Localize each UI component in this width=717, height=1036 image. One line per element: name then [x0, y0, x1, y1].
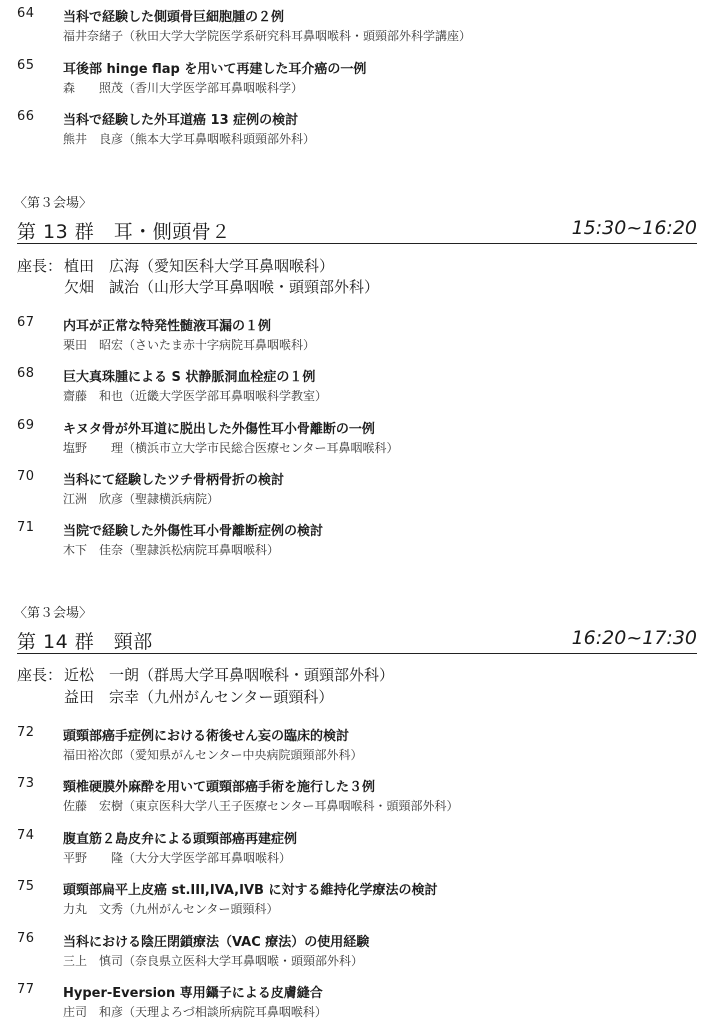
- entry-author: 佐藤 宏樹（東京医科大学八王子医療センター耳鼻咽喉科・頭頸部外科）: [63, 799, 459, 813]
- chair-name: 益田 宗幸（九州がんセンター頭頸科）: [64, 688, 334, 706]
- session-time: 16:20~17:30: [571, 627, 697, 649]
- venue-label: 〈第３会場〉: [14, 606, 93, 621]
- entry-title: 内耳が正常な特発性髄液耳漏の１例: [63, 319, 272, 334]
- entry-title: 当科にて経験したツチ骨柄骨折の検討: [63, 473, 285, 488]
- entry-title: 当院で経験した外傷性耳小骨離断症例の検討: [63, 524, 324, 539]
- entry-author: 熊井 良彦（熊本大学耳鼻咽喉科頭頸部外科）: [63, 132, 316, 146]
- entry-number: 67: [17, 315, 35, 330]
- entry-title: 頭頸部癌手症例における術後せん妄の臨床的検討: [63, 729, 350, 744]
- session-divider: [17, 243, 697, 244]
- entry-title: 耳後部 hinge flap を用いて再建した耳介癌の一例: [63, 62, 367, 77]
- entry-title: Hyper-Eversion 専用鑷子による皮膚縫合: [63, 986, 323, 1001]
- entry-number: 71: [17, 520, 35, 535]
- entry-author: 森 照茂（香川大学医学部耳鼻咽喉科学）: [63, 81, 304, 95]
- entry-number: 68: [17, 366, 35, 381]
- entry-title: 巨大真珠腫による S 状静脈洞血栓症の１例: [63, 370, 316, 385]
- entry-author: 三上 慎司（奈良県立医科大学耳鼻咽喉・頭頸部外科）: [63, 954, 364, 968]
- entry-number: 77: [17, 982, 35, 997]
- entry-number: 72: [17, 725, 35, 740]
- chair-name: 近松 一朗（群馬大学耳鼻咽喉科・頭頸部外科）: [64, 666, 395, 684]
- entry-title: 頭頸部扁平上皮癌 st.III,IVA,IVB に対する維持化学療法の検討: [63, 883, 438, 898]
- entry-title: 腹直筋２島皮弁による頭頸部癌再建症例: [63, 832, 298, 847]
- entry-number: 76: [17, 931, 35, 946]
- entry-author: 木下 佳奈（聖隷浜松病院耳鼻咽喉科）: [63, 543, 280, 557]
- session-time: 15:30~16:20: [571, 217, 697, 239]
- entry-author: 齋藤 和也（近畿大学医学部耳鼻咽喉科学教室）: [63, 389, 328, 403]
- chair-name: 植田 広海（愛知医科大学耳鼻咽喉科）: [64, 257, 335, 275]
- entry-title: 当科における陰圧閉鎖療法（VAC 療法）の使用経験: [63, 935, 370, 950]
- chair-name: 欠畑 誠治（山形大学耳鼻咽喉・頭頸部外科）: [64, 278, 380, 296]
- entry-title: 当科で経験した外耳道癌 13 症例の検討: [63, 113, 299, 128]
- entry-author: 力丸 文秀（九州がんセンター頭頸科）: [63, 902, 279, 916]
- entry-author: 福井奈緒子（秋田大学大学院医学系研究科耳鼻咽喉科・頭頸部外科学講座）: [63, 29, 472, 43]
- entry-number: 70: [17, 469, 35, 484]
- entry-author: 塩野 理（横浜市立大学市民総合医療センター耳鼻咽喉科）: [63, 441, 399, 455]
- venue-label: 〈第３会場〉: [14, 196, 93, 211]
- entry-number: 74: [17, 828, 35, 843]
- entry-title: 当科で経験した側頭骨巨細胞腫の２例: [63, 10, 285, 25]
- chair-label: 座長：: [17, 257, 63, 275]
- entry-number: 66: [17, 109, 35, 124]
- entry-title: 頸椎硬膜外麻酔を用いて頭頸部癌手術を施行した３例: [63, 780, 376, 795]
- entry-number: 75: [17, 879, 35, 894]
- session-divider: [17, 653, 697, 654]
- entry-number: 64: [17, 6, 35, 21]
- chair-label: 座長：: [17, 666, 63, 684]
- session-title: 第 13 群 耳・側頭骨２: [17, 221, 231, 243]
- entry-author: 福田裕次郎（愛知県がんセンター中央病院頭頸部外科）: [63, 748, 363, 762]
- entry-title: キヌタ骨が外耳道に脱出した外傷性耳小骨離断の一例: [63, 422, 375, 437]
- entry-number: 73: [17, 776, 35, 791]
- entry-number: 65: [17, 58, 35, 73]
- session-title: 第 14 群 頸部: [17, 631, 153, 653]
- entry-author: 平野 隆（大分大学医学部耳鼻咽喉科）: [63, 851, 292, 865]
- entry-author: 江洲 欣彦（聖隷横浜病院）: [63, 492, 220, 506]
- entry-author: 庄司 和彦（天理よろづ相談所病院耳鼻咽喉科）: [63, 1005, 327, 1019]
- entry-author: 栗田 昭宏（さいたま赤十字病院耳鼻咽喉科）: [63, 338, 316, 352]
- entry-number: 69: [17, 418, 35, 433]
